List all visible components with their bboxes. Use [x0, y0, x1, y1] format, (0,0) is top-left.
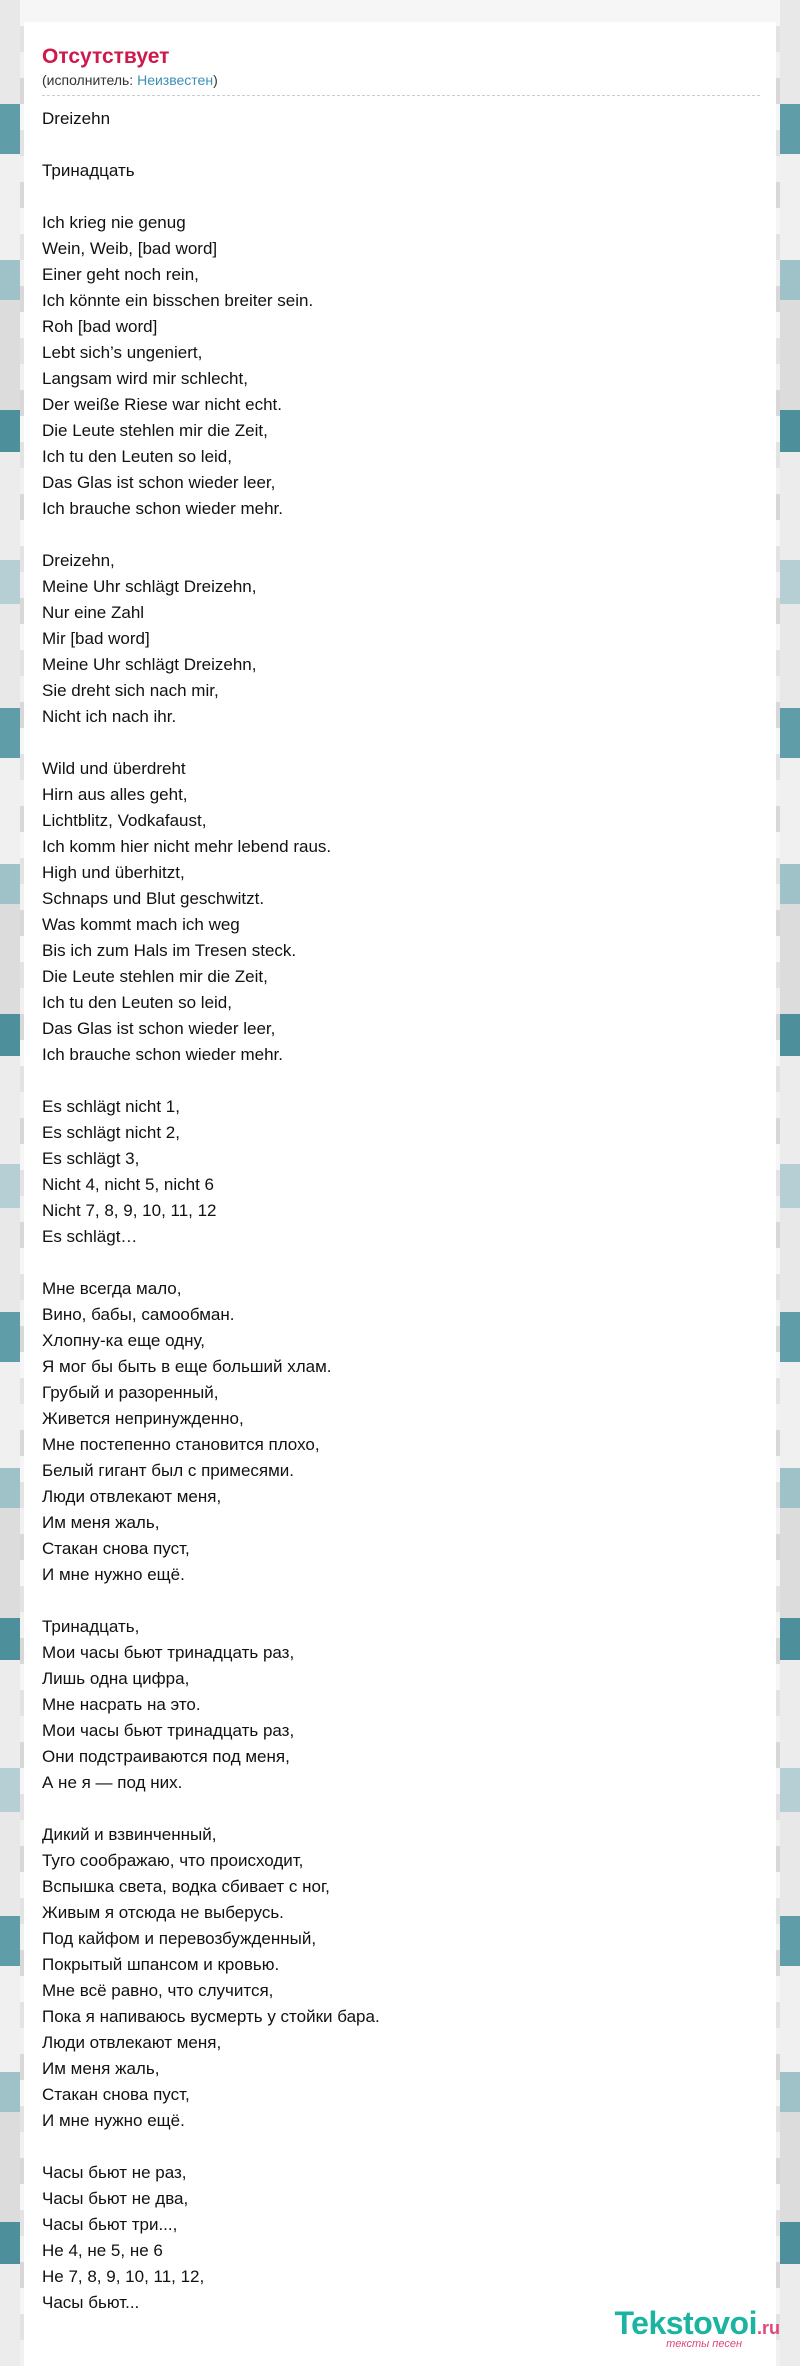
lyrics-line: High und überhitzt, [42, 863, 185, 882]
lyrics-line: Ich tu den Leuten so leid, [42, 993, 232, 1012]
lyrics-line: Die Leute stehlen mir die Zeit, [42, 421, 268, 440]
lyrics-line: Die Leute stehlen mir die Zeit, [42, 967, 268, 986]
lyrics-line: Ich komm hier nicht mehr lebend raus. [42, 837, 332, 856]
lyrics-line: Es schlägt nicht 1, [42, 1097, 180, 1116]
lyrics-blank-line [42, 184, 760, 210]
site-logo[interactable] [614, 2306, 780, 2350]
lyrics-line: И мне нужно ещё. [42, 1565, 185, 1584]
lyrics-line: Белый гигант был с примесями. [42, 1461, 295, 1480]
lyrics-blank-line [42, 1250, 760, 1276]
lyrics-line: Es schlägt… [42, 1227, 138, 1246]
lyrics-line: Люди отвлекают меня, [42, 2033, 222, 2052]
lyrics-line: Я мог бы быть в еще больший хлам. [42, 1357, 332, 1376]
lyrics-line: Es schlägt nicht 2, [42, 1123, 180, 1142]
lyrics-line: Часы бьют не раз, [42, 2163, 187, 2182]
lyrics-line: Им меня жаль, [42, 1513, 160, 1532]
lyrics-line: Meine Uhr schlägt Dreizehn, [42, 577, 257, 596]
lyrics-line: Ich brauche schon wieder mehr. [42, 499, 283, 518]
lyrics-blank-line [42, 730, 760, 756]
lyrics-line: Вино, бабы, самообман. [42, 1305, 235, 1324]
lyrics-line: Mir [bad word] [42, 629, 150, 648]
lyrics-line: Стакан снова пуст, [42, 2085, 190, 2104]
performer-line [42, 72, 760, 96]
lyrics-line: Стакан снова пуст, [42, 1539, 190, 1558]
lyrics-line: Не 4, не 5, не 6 [42, 2241, 163, 2260]
lyrics-line: А не я — под них. [42, 1773, 183, 1792]
logo-wordmark [614, 2306, 780, 2340]
lyrics-line: Was kommt mach ich weg [42, 915, 240, 934]
lyrics-line: Langsam wird mir schlecht, [42, 369, 248, 388]
lyrics-line: Тринадцать, [42, 1617, 140, 1636]
lyrics-line: Der weiße Riese war nicht echt. [42, 395, 282, 414]
lyrics-line: Roh [bad word] [42, 317, 158, 336]
performer-prefix: (исполнитель: [42, 72, 138, 88]
performer-suffix: ) [213, 72, 218, 88]
lyrics-line: Sie dreht sich nach mir, [42, 681, 219, 700]
lyrics-line: Meine Uhr schlägt Dreizehn, [42, 655, 257, 674]
lyrics-page [24, 22, 776, 2366]
lyrics-line: Мои часы бьют тринадцать раз, [42, 1721, 295, 1740]
lyrics-line: Покрытый шпансом и кровью. [42, 1955, 280, 1974]
left-decorative-stripes [0, 0, 20, 2366]
lyrics-line: Ich tu den Leuten so leid, [42, 447, 232, 466]
lyrics-line: Dreizehn [42, 109, 111, 128]
lyrics-line: Das Glas ist schon wieder leer, [42, 473, 276, 492]
lyrics-line: Живым я отсюда не выберусь. [42, 1903, 284, 1922]
song-title: Отсутствует [42, 45, 170, 68]
lyrics-line: Живется непринужденно, [42, 1409, 244, 1428]
lyrics-blank-line [42, 2134, 760, 2160]
lyrics-line: Лишь одна цифра, [42, 1669, 190, 1688]
lyrics-line: Nicht 7, 8, 9, 10, 11, 12 [42, 1201, 217, 1220]
lyrics-line: Часы бьют не два, [42, 2189, 189, 2208]
logo-tagline: тексты песен [666, 2338, 742, 2350]
lyrics-line: Мне всегда мало, [42, 1279, 182, 1298]
lyrics-line: Wein, Weib, [bad word] [42, 239, 218, 258]
lyrics-line: Wild und überdreht [42, 759, 186, 778]
lyrics-line: Дикий и взвинченный, [42, 1825, 217, 1844]
lyrics-blank-line [42, 1796, 760, 1822]
lyrics-line: И мне нужно ещё. [42, 2111, 185, 2130]
lyrics-line: Туго соображаю, что происходит, [42, 1851, 304, 1870]
lyrics-line: Bis ich zum Hals im Tresen steck. [42, 941, 297, 960]
logo-tld: .ru [756, 2318, 780, 2338]
lyrics-line: Мне постепенно становится плохо, [42, 1435, 320, 1454]
lyrics-line: Мне насрать на это. [42, 1695, 201, 1714]
lyrics-text [42, 106, 760, 2316]
lyrics-line: Они подстраиваются под меня, [42, 1747, 290, 1766]
lyrics-blank-line [42, 1588, 760, 1614]
lyrics-line: Ich krieg nie genug [42, 213, 186, 232]
lyrics-line: Nur eine Zahl [42, 603, 145, 622]
lyrics-line: Nicht ich nach ihr. [42, 707, 177, 726]
lyrics-line: Lebt sich’s ungeniert, [42, 343, 203, 362]
lyrics-line: Lichtblitz, Vodkafaust, [42, 811, 207, 830]
lyrics-blank-line [42, 1068, 760, 1094]
lyrics-line: Nicht 4, nicht 5, nicht 6 [42, 1175, 214, 1194]
lyrics-line: Ich könnte ein bisschen breiter sein. [42, 291, 314, 310]
lyrics-line: Schnaps und Blut geschwitzt. [42, 889, 265, 908]
lyrics-line: Мне всё равно, что случится, [42, 1981, 274, 2000]
lyrics-line: Пока я напиваюсь вусмерть у стойки бара. [42, 2007, 380, 2026]
lyrics-blank-line [42, 522, 760, 548]
lyrics-blank-line [42, 132, 760, 158]
logo-name: Tekstovoi [614, 2305, 757, 2341]
lyrics-line: Не 7, 8, 9, 10, 11, 12, [42, 2267, 205, 2286]
lyrics-line: Часы бьют три..., [42, 2215, 178, 2234]
lyrics-line: Ich brauche schon wieder mehr. [42, 1045, 283, 1064]
lyrics-line: Тринадцать [42, 161, 135, 180]
lyrics-line: Dreizehn, [42, 551, 115, 570]
lyrics-line: Вспышка света, водка сбивает с ног, [42, 1877, 330, 1896]
lyrics-line: Хлопну-ка еще одну, [42, 1331, 205, 1350]
lyrics-line: Люди отвлекают меня, [42, 1487, 222, 1506]
lyrics-line: Грубый и разоренный, [42, 1383, 219, 1402]
lyrics-line: Им меня жаль, [42, 2059, 160, 2078]
lyrics-line: Hirn aus alles geht, [42, 785, 188, 804]
lyrics-line: Под кайфом и перевозбужденный, [42, 1929, 317, 1948]
lyrics-line: Часы бьют... [42, 2293, 140, 2312]
lyrics-line: Es schlägt 3, [42, 1149, 140, 1168]
lyrics-line: Das Glas ist schon wieder leer, [42, 1019, 276, 1038]
lyrics-line: Мои часы бьют тринадцать раз, [42, 1643, 295, 1662]
performer-link[interactable]: Неизвестен [137, 72, 214, 88]
right-decorative-stripes [780, 0, 800, 2366]
lyrics-line: Einer geht noch rein, [42, 265, 199, 284]
